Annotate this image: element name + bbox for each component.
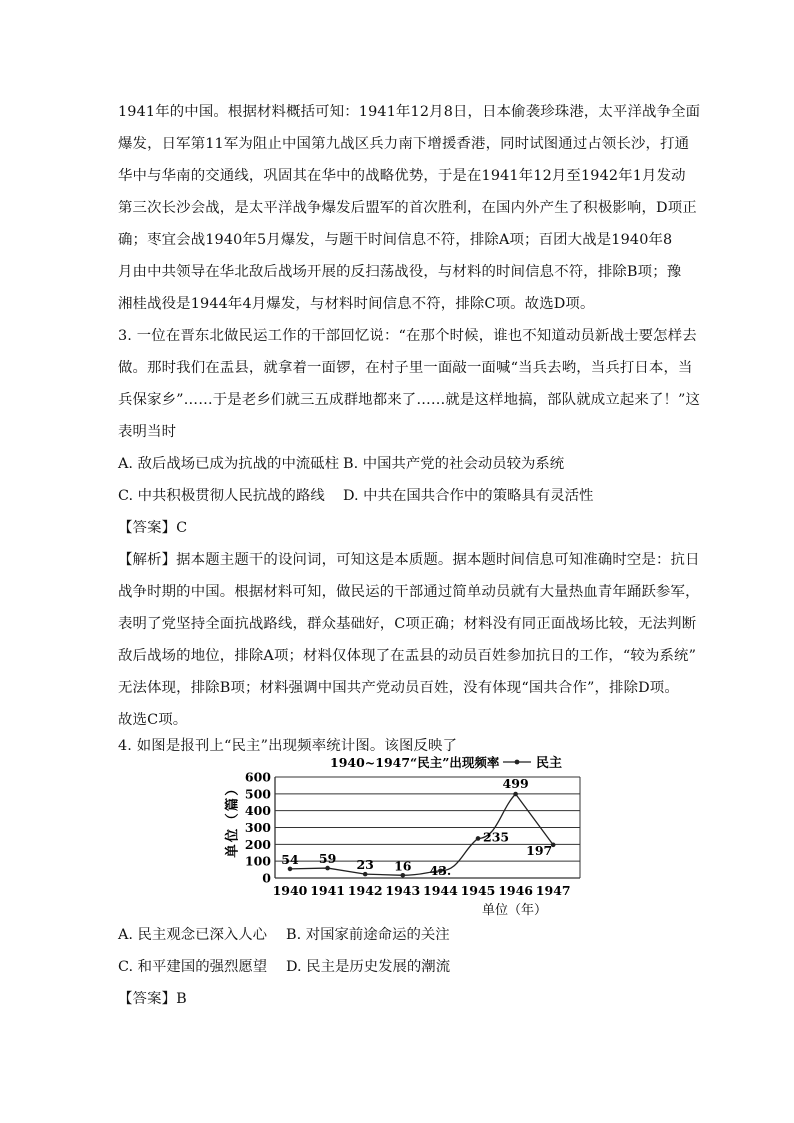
question-3-stem: 兵保家乡”……于是老乡们就三五成群地都来了……就是这样地搞，部队就成立起来了！”这 [118,392,701,408]
analysis-line: 湘桂战役是1944年4月爆发，与材料时间信息不符，排除C项。故选D项。 [118,296,595,312]
data-label: 23 [356,857,374,873]
x-tick-label: 1941 [310,883,345,898]
x-tick-label: 1944 [423,883,458,898]
chart-title: 1940~1947“民主”出现频率 [330,755,500,770]
data-point [513,792,518,797]
analysis-line: 表明了党坚持全面抗战路线，群众基础好，C项正确；材料没有同正面战场比较，无法判断 [118,616,697,632]
analysis-line: 确；枣宜会战1940年5月爆发，与题干时间信息不符，排除A项；百团大战是1940年8 [118,232,673,248]
y-tick-label: 0 [262,870,271,886]
x-tick-label: 1942 [347,883,383,898]
analysis-line: 1941年的中国。根据材料概括可知：1941年12月8日，日本偷袭珍珠港，太平洋战争全面 [118,104,701,120]
analysis-line: 无法体现，排除B项；材料强调中国共产党动员百姓，没有体现“国共合作”，排除D项。 [118,680,679,696]
legend [503,755,562,771]
answer-label: 【答案】C [118,520,188,536]
x-tick-label: 1946 [498,883,533,898]
y-tick-label: 100 [244,853,271,869]
data-point [363,872,368,877]
analysis-line: 爆发，日军第11军为阻止中国第九战区兵力南下增援香港，同时试图通过占领长沙，打通 [118,136,690,152]
y-axis-label-char: 位 [224,828,241,843]
option-a: A. 敌后战场已成为抗战的中流砥柱 [118,456,340,472]
legend-label: 民主 [536,756,563,771]
option-c: C. 中共积极贯彻人民抗战的路线 [118,488,325,504]
option-d: D. 中共在国共合作中的策略具有灵活性 [343,488,594,504]
data-label: 43. [429,862,452,878]
data-point [476,836,481,841]
data-point [288,867,293,872]
analysis-line: 月由中共领导在华北敌后战场开展的反扫荡战役，与材料的时间信息不符，排除B项；豫 [118,264,682,280]
y-axis-label [224,782,241,858]
data-label: 59 [318,851,337,867]
y-tick-label: 500 [244,786,271,802]
data-label: 499 [502,776,529,792]
x-tick-label: 1940 [272,883,308,898]
frequency-chart [220,748,590,920]
x-tick-label: 1947 [535,883,571,898]
question-4-stem: 4. 如图是报刊上“民主”出现频率统计图。该图反映了 [118,738,458,754]
data-label: 235 [483,829,510,845]
analysis-line: 华中与华南的交通线，巩固其在华中的战略优势，于是在1941年12月至1942年1月发动 [118,168,686,184]
y-axis-label-char: 单 [224,844,241,858]
data-label: 54 [281,851,299,867]
y-tick-label: 200 [244,836,271,852]
option-b: B. 对国家前途命运的关注 [286,927,450,943]
y-tick-label: 300 [244,820,271,835]
question-3-stem: 3. 一位在晋东北做民运工作的干部回忆说：“在那个时候，谁也不知道动员新战士要怎样去 [118,328,697,344]
y-tick-label: 400 [244,803,271,819]
data-point [401,873,406,878]
x-axis-label: 单位（年） [482,903,548,918]
data-labels [281,776,552,878]
chart-svg [220,748,590,920]
y-axis-label-char: （ [224,813,241,827]
data-label: 16 [394,858,412,874]
analysis-line: 【解析】据本题主题干的设问词，可知这是本质题。据本题时间信息可知准确时空是：抗日 [118,552,700,568]
x-tick-label: 1943 [385,883,421,898]
legend-marker [515,760,520,765]
y-axis-ticks [245,770,271,886]
x-axis-ticks [273,883,571,898]
analysis-line: 故选C项。 [118,712,188,728]
question-3-stem: 做。那时我们在盂县，就拿着一面锣，在村子里一面敲一面喊“当兵去哟，当兵打日本，当 [118,360,693,376]
analysis-line: 敌后战场的地位，排除A项；材料仅体现了在盂县的动员百姓参加抗日的工作，“较为系统” [118,648,697,664]
data-point [325,866,330,871]
analysis-line: 战争时期的中国。根据材料可知，做民运的干部通过简单动员就有大量热血青年踊跃参军， [118,584,700,600]
data-label: 197 [526,842,553,858]
question-3-stem: 表明当时 [118,424,177,440]
y-tick-label: 600 [244,769,271,785]
option-a: A. 民主观念已深入人心 [118,927,268,943]
option-c: C. 和平建国的强烈愿望 [118,959,268,975]
y-axis-label-char: 篇 [224,797,241,812]
x-tick-label: 1945 [460,883,496,898]
option-d: D. 民主是历史发展的潮流 [286,959,451,975]
analysis-line: 第三次长沙会战，是太平洋战争爆发后盟军的首次胜利，在国内外产生了积极影响，D项正 [118,200,697,216]
answer-label: 【答案】B [118,991,187,1007]
option-b: B. 中国共产党的社会动员较为系统 [343,456,565,472]
y-axis-label-char: ） [224,782,241,796]
